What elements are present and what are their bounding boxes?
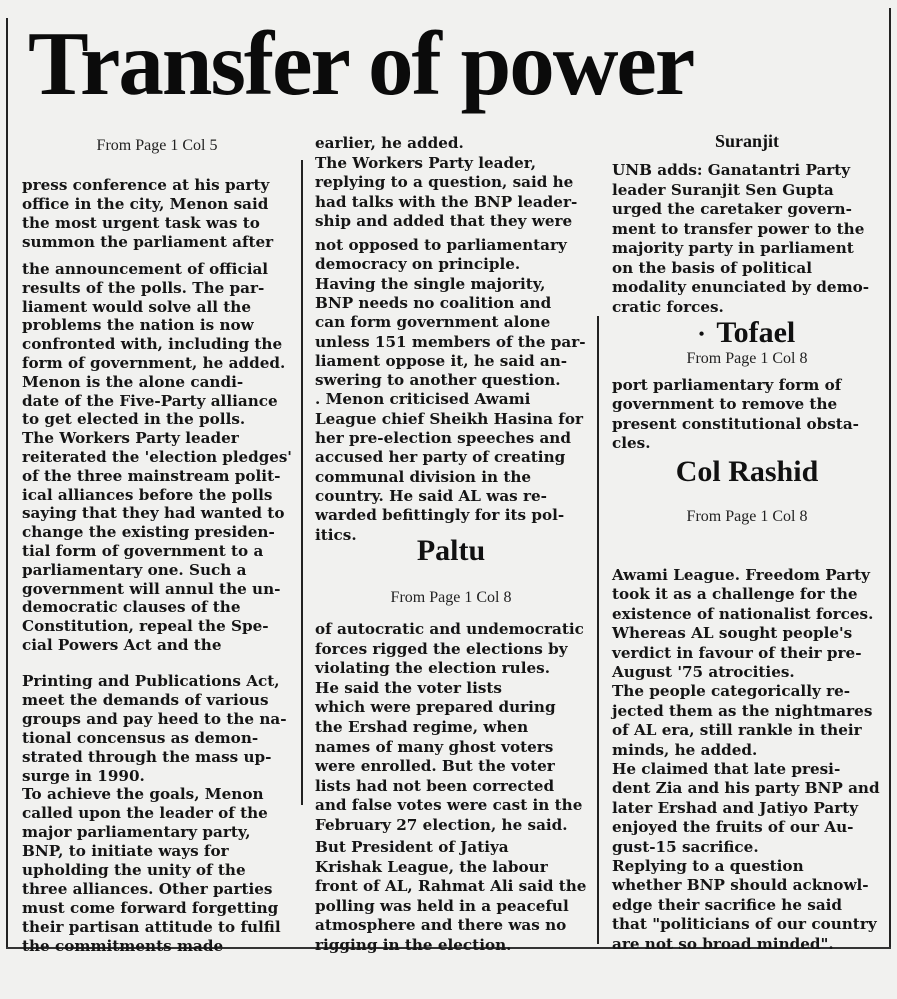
text-line: February 27 election, he said.: [315, 816, 568, 834]
text-line: their partisan attitude to fulfil: [22, 917, 281, 936]
text-line: But President of Jatiya: [315, 838, 509, 856]
bullet-mark: •: [698, 326, 705, 344]
text-line: ment to transfer power to the: [612, 219, 865, 238]
text-line: existence of nationalist forces.: [612, 604, 874, 623]
text-line: democracy on principle.: [315, 255, 521, 274]
continuation-dateline: From Page 1 Col 8: [390, 589, 512, 606]
text-line: tial form of government to a: [22, 542, 264, 560]
text-line: replying to a question, said he: [315, 173, 574, 191]
clipping-border-right: [889, 8, 891, 948]
text-line: urged the caretaker govern-: [612, 200, 852, 218]
headline: Transfer of power: [28, 13, 694, 114]
text-line: government will annul the un-: [22, 579, 281, 598]
text-line: itics.: [315, 525, 357, 544]
text-line: modality enunciated by demo-: [612, 278, 870, 296]
text-line: ical alliances before the polls: [22, 485, 273, 504]
text-line: He claimed that late presi-: [612, 760, 841, 778]
text-line: had talks with the BNP leader-: [315, 192, 578, 211]
text-line: form of government, he added.: [22, 354, 286, 372]
text-line: BNP needs no coalition and: [315, 293, 552, 312]
text-line: country. He said AL was re-: [315, 486, 547, 505]
text-line: democratic clauses of the: [22, 598, 241, 617]
text-line: Replying to a question: [612, 857, 804, 875]
text-line: present constitutional obsta-: [612, 414, 859, 433]
text-line: were enrolled. But the voter: [315, 757, 555, 776]
text-line: He said the voter lists: [315, 678, 502, 697]
column-rule-2: [597, 316, 599, 944]
text-line: accused her party of creating: [315, 448, 566, 467]
text-line: to get elected in the polls.: [22, 410, 246, 429]
text-line: polling was held in a peaceful: [315, 896, 569, 915]
text-line: Awami League. Freedom Party: [612, 566, 870, 584]
text-line: date of the Five-Party alliance: [22, 391, 278, 410]
clipping-border-left: [6, 18, 8, 948]
section-subhead: [612, 316, 882, 350]
text-line: violating the election rules.: [315, 659, 550, 678]
subhead-text: Tofael: [716, 316, 796, 349]
text-line: unless 151 members of the par-: [315, 332, 586, 351]
text-line: gust-15 sacrifice.: [612, 837, 759, 856]
text-line: office in the city, Menon said: [22, 195, 269, 213]
text-line: of the three mainstream polit-: [22, 466, 281, 485]
text-line: swering to another question.: [315, 371, 561, 390]
text-line: three alliances. Other parties: [22, 879, 273, 898]
text-line: ship and added that they were: [315, 212, 573, 230]
text-line: of AL era, still rankle in their: [612, 721, 862, 740]
continuation-dateline: From Page 1 Col 8: [686, 508, 808, 525]
subhead-text: Paltu: [416, 534, 486, 567]
text-line: minds, he added.: [612, 740, 758, 759]
text-line: called upon the leader of the: [22, 804, 268, 823]
text-line: liament oppose it, he said an-: [315, 351, 568, 370]
text-line: Krishak League, the labour: [315, 857, 548, 876]
subhead-text: Suranjit: [714, 131, 779, 151]
text-line: liament would solve all the: [22, 297, 251, 316]
text-line: that "politicians of our country: [612, 915, 877, 934]
text-line: atmosphere and there was no: [315, 916, 567, 934]
text-line: leader Suranjit Sen Gupta: [612, 180, 834, 199]
continuation-dateline: From Page 1 Col 8: [686, 350, 808, 367]
text-line: Having the single majority,: [315, 274, 546, 293]
text-line: saying that they had wanted to: [22, 504, 285, 523]
text-line: The Workers Party leader,: [315, 153, 536, 172]
text-line: change the existing presiden-: [22, 523, 275, 542]
text-line: are not so broad minded".: [612, 934, 834, 953]
text-line: her pre-election speeches and: [315, 429, 571, 447]
text-line: enjoyed the fruits of our Au-: [612, 818, 854, 837]
text-line: edge their sacrifice he said: [612, 895, 843, 914]
text-line: meet the demands of various: [22, 690, 269, 709]
text-line: majority party in parliament: [612, 239, 854, 257]
text-line: lists had not been corrected: [315, 776, 555, 795]
text-line: cles.: [612, 434, 651, 453]
text-line: To achieve the goals, Menon: [22, 785, 264, 804]
text-line: groups and pay heed to the na-: [22, 709, 287, 728]
section-subhead: [612, 455, 882, 489]
text-line: Menon is the alone candi-: [22, 372, 244, 391]
text-line: port parliamentary form of: [612, 376, 842, 394]
text-line: results of the polls. The par-: [22, 278, 265, 297]
section-subhead: [315, 534, 587, 568]
text-line: forces rigged the elections by: [315, 639, 568, 658]
text-line: communal division in the: [315, 467, 532, 486]
text-line: which were prepared during: [315, 698, 556, 717]
text-line: surge in 1990.: [22, 766, 145, 785]
text-line: problems the nation is now: [22, 316, 254, 335]
text-line: parliamentary one. Such a: [22, 560, 247, 579]
text-line: warded befittingly for its pol-: [315, 506, 565, 525]
text-line: can form government alone: [315, 313, 551, 332]
text-line: whether BNP should acknowl-: [612, 876, 869, 895]
text-line: must come forward forgetting: [22, 898, 279, 917]
text-line: The Workers Party leader: [22, 429, 239, 448]
text-line: The people categorically re-: [612, 682, 851, 701]
text-line: League chief Sheikh Hasina for: [315, 409, 583, 428]
text-line: government to remove the: [612, 395, 838, 414]
text-line: names of many ghost voters: [315, 737, 554, 756]
column-rule-1: [301, 160, 303, 805]
text-line: on the basis of political: [612, 258, 812, 277]
text-line: upholding the unity of the: [22, 861, 246, 879]
text-line: the commitments made: [22, 936, 224, 955]
text-line: rigging in the election.: [315, 935, 512, 954]
text-line: Whereas AL sought people's: [612, 624, 853, 643]
text-line: dent Zia and his party BNP and: [612, 779, 880, 798]
text-line: verdict in favour of their pre-: [612, 643, 862, 662]
text-line: summon the parliament after: [22, 233, 274, 251]
continuation-dateline: From Page 1 Col 5: [96, 137, 218, 154]
text-line: UNB adds: Ganatantri Party: [612, 161, 851, 179]
text-line: press conference at his party: [22, 176, 270, 194]
text-line: confronted with, including the: [22, 335, 283, 354]
text-line: not opposed to parliamentary: [315, 236, 567, 254]
text-line: BNP, to initiate ways for: [22, 842, 229, 861]
text-line: the Ershad regime, when: [315, 718, 529, 736]
text-line: took it as a challenge for the: [612, 585, 858, 604]
text-line: strated through the mass up-: [22, 747, 272, 766]
section-subhead: [612, 131, 882, 152]
text-line: the most urgent task was to: [22, 214, 260, 232]
text-line: the announcement of official: [22, 260, 269, 278]
text-line: cratic forces.: [612, 297, 724, 316]
subhead-text: Col Rashid: [675, 455, 819, 488]
text-line: cial Powers Act and the: [22, 636, 222, 654]
text-line: August '75 atrocities.: [612, 663, 795, 681]
text-line: reiterated the 'election pledges': [22, 448, 292, 466]
text-line: later Ershad and Jatiyo Party: [612, 798, 859, 817]
text-line: and false votes were cast in the: [315, 796, 583, 815]
text-line: earlier, he added.: [315, 134, 464, 152]
text-line: Constitution, repeal the Spe-: [22, 617, 269, 636]
text-line: front of AL, Rahmat Ali said the: [315, 877, 587, 895]
text-line: tional concensus as demon-: [22, 728, 259, 747]
text-line: . Menon criticised Awami: [315, 390, 531, 409]
text-line: major parliamentary party,: [22, 823, 251, 842]
text-line: Printing and Publications Act,: [22, 672, 280, 690]
text-line: jected them as the nightmares: [612, 701, 873, 720]
text-line: of autocratic and undemocratic: [315, 620, 584, 638]
